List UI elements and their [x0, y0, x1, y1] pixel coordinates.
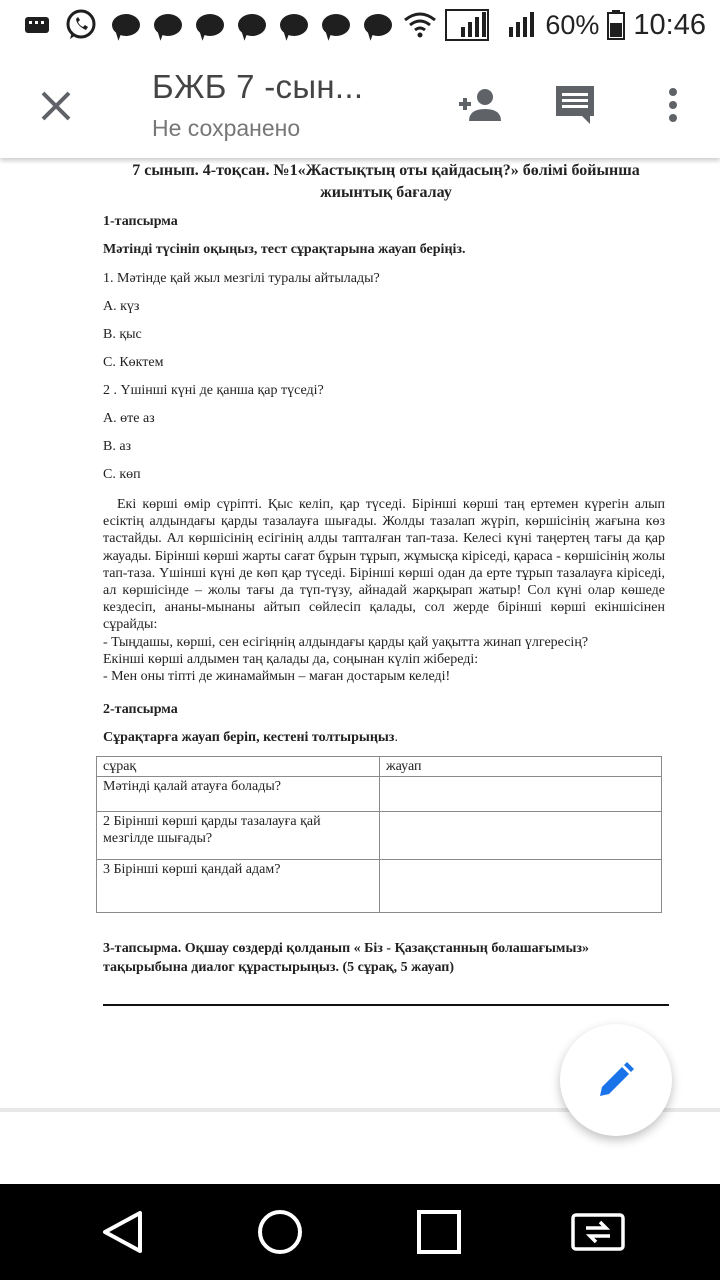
table-header: сұрақ — [97, 757, 380, 777]
close-icon — [40, 90, 72, 122]
signal-sim1-icon — [445, 9, 489, 41]
battery-percent: 60% — [545, 9, 600, 40]
home-circle-icon — [256, 1208, 304, 1256]
q2-option-b: В. аз — [103, 439, 132, 454]
table-row — [97, 860, 662, 913]
table-header-row — [97, 757, 662, 777]
save-status: Не сохранено — [152, 115, 301, 141]
battery-icon — [607, 10, 625, 40]
clock: 10:46 — [633, 8, 706, 41]
answer-cell[interactable] — [380, 812, 662, 860]
story-line: - Мен оны тіпті де жинамаймын – маған достарым келеді! — [103, 669, 451, 685]
status-bar — [0, 0, 720, 50]
q1-option-b: В. қыс — [103, 327, 142, 342]
task3-text: 3-тапсырма. Оқшау сөздерді қолданып « Біз - Қазақстанның болашағымыз» тақырыбына диалог құрастырыңыз. (5 сұрақ, 5 жауап) — [103, 941, 590, 975]
q2-option-a: А. өте аз — [103, 411, 155, 426]
task1-heading: 1-тапсырма — [103, 214, 178, 229]
system-indicators — [403, 9, 706, 42]
table-row — [97, 777, 662, 812]
q1-option-a: А. күз — [103, 299, 140, 314]
table-header: жауап — [380, 757, 662, 777]
answer-cell[interactable] — [380, 777, 662, 812]
recents-button[interactable] — [409, 1204, 469, 1260]
app-bar — [0, 50, 720, 158]
message-icon — [238, 14, 266, 36]
message-icon — [322, 14, 350, 36]
comments-button[interactable] — [548, 78, 602, 132]
answer-line — [103, 1004, 669, 1006]
close-button[interactable] — [30, 80, 82, 132]
more-options-button[interactable] — [646, 78, 700, 132]
switch-sim-button[interactable] — [568, 1204, 628, 1260]
story-line: - Тыңдашы, көрші, сен есігіңнің алдындағы қарды қай уақытта жинап үлгересің? — [103, 634, 589, 650]
table-cell: 2 Бірінші көрші қарды тазалауға қай мезгілде шығады? — [97, 812, 380, 860]
message-icon — [280, 14, 308, 36]
message-icon — [196, 14, 224, 36]
more-vert-icon — [668, 87, 678, 123]
comment-icon — [554, 84, 596, 126]
message-icon — [364, 14, 392, 36]
question-1: 1. Мәтінде қай жыл мезгілі туралы айтылады? — [103, 271, 380, 286]
whatsapp-icon — [64, 8, 98, 42]
document-title: БЖБ 7 -сын... — [152, 68, 364, 105]
story-paragraph: Екі көрші өмір сүріпті. Қыс келіп, қар түседі. Бірінші көрші таң ертемен күрегін алып есіктің алдындағы қарды тазалауға шығады. Жолды тазалап жүріп, көршісінің жағына көз тастайды. Ал көршісінің есігінің алды тапталған тап-таза. Келесі күні таңертең тағы да қар жауады. Бірінші көрші жарты сағат бұрын тұрып, жұмысқа кіріседі, қараса - көршісінің жолы тап-таза. Үшінші күні де көп қар түседі. Бірінші көрші одан да ерте тұрып тазалауға кіріседі, ал көршісінде – жолы тағы да түп-түзу, айнадай жарқырап жатыр! Сол күні олар көшеде кездесіп, ананы-мынаны айтып сөйлесіп қалады, сол жерде бірінші көрші екіншісінен сұрайды: — [103, 497, 665, 633]
switch-icon — [570, 1212, 626, 1252]
share-button[interactable] — [452, 78, 506, 132]
navigation-bar — [0, 1184, 720, 1280]
question-2: 2 . Үшінші күні де қанша қар түседі? — [103, 383, 324, 398]
doc-title: 7 сынып. 4-тоқсан. №1«Жастықтың оты қайдасың?» бөлімі бойынша жиынтық бағалау — [132, 162, 640, 201]
answers-table — [96, 756, 662, 913]
edit-pencil-icon — [596, 1060, 636, 1100]
edit-button[interactable] — [560, 1024, 672, 1136]
message-icon — [154, 14, 182, 36]
notification-icons — [24, 8, 392, 42]
add-person-icon — [455, 87, 503, 123]
task2-instruction: Сұрақтарға жауап беріп, кестені толтырыңыз. — [103, 730, 398, 745]
story-line: Екінші көрші алдымен таң қалады да, соңынан күліп жібереді: — [103, 651, 479, 667]
task2-heading: 2-тапсырма — [103, 702, 178, 717]
table-cell: 3 Бірінші көрші қандай адам? — [97, 860, 380, 913]
answer-cell[interactable] — [380, 860, 662, 913]
back-triangle-icon — [100, 1209, 144, 1255]
back-button[interactable] — [92, 1204, 152, 1260]
story-text — [103, 496, 665, 685]
recents-square-icon — [416, 1209, 462, 1255]
document-page[interactable] — [0, 158, 720, 1110]
q1-option-c: С. Көктем — [103, 355, 164, 370]
home-button[interactable] — [250, 1204, 310, 1260]
task1-instruction: Мәтінді түсініп оқыңыз, тест сұрақтарына жауап беріңіз. — [103, 242, 466, 257]
q2-option-c: С. көп — [103, 467, 141, 482]
wifi-icon — [403, 12, 437, 38]
keyboard-notification-icon — [24, 16, 50, 34]
table-cell: Мәтінді қалай атауға болады? — [97, 777, 380, 812]
signal-sim2-icon — [497, 9, 537, 41]
table-row — [97, 812, 662, 860]
message-icon — [112, 14, 140, 36]
